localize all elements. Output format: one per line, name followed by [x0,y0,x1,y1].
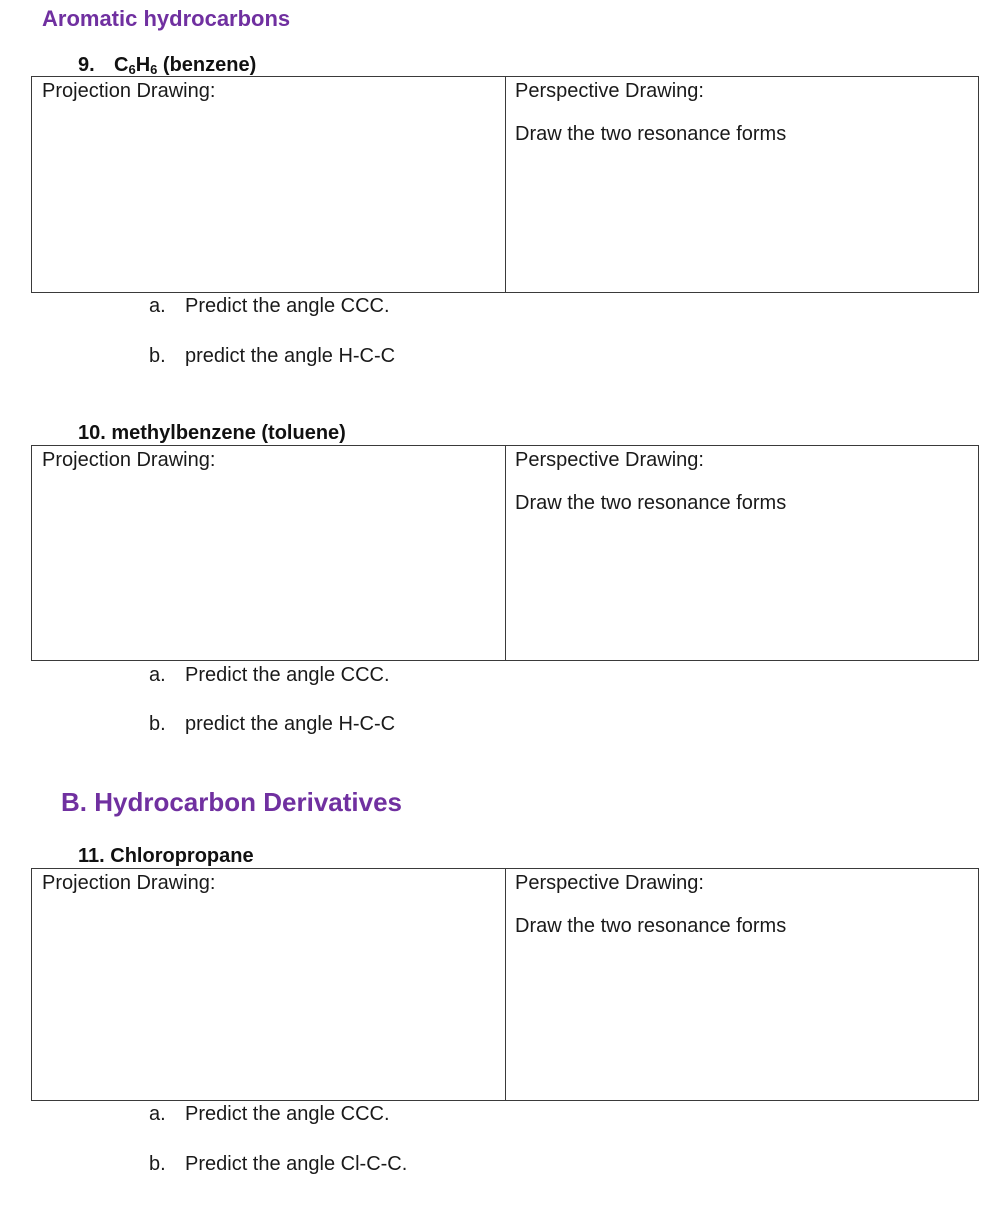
perspective-drawing-area[interactable] [505,869,978,1100]
projection-drawing-area[interactable] [32,446,506,660]
question-11-subquestion-a [149,1102,390,1126]
resonance-instruction: Draw the two resonance forms [515,492,787,514]
subquestion-letter: a. [149,664,166,686]
perspective-drawing-area[interactable] [505,446,978,660]
subquestion-letter: a. [149,1103,166,1125]
question-11-subquestion-b [149,1152,407,1176]
perspective-drawing-label: Perspective Drawing: [515,449,704,471]
resonance-instruction: Draw the two resonance forms [515,123,787,145]
subquestion-letter: b. [149,1153,166,1175]
formula-sub-h: 6 [150,62,158,77]
projection-drawing-area[interactable] [32,77,506,292]
projection-drawing-label: Projection Drawing: [42,449,216,471]
subquestion-text: predict the angle H-C-C [185,345,396,367]
subquestion-letter: a. [149,295,166,317]
question-9-subquestion-a [149,294,390,318]
subquestion-text: Predict the angle CCC. [185,664,390,686]
projection-drawing-area[interactable] [32,869,506,1100]
formula-sub-c: 6 [128,62,136,77]
formula-c: C [114,54,129,76]
question-11-title: 11. Chloropropane [78,845,254,867]
question-10-subquestion-a [149,663,390,687]
projection-drawing-label: Projection Drawing: [42,872,216,894]
projection-drawing-label: Projection Drawing: [42,80,216,102]
question-9-subquestion-b [149,344,395,368]
question-10-subquestion-b [149,712,395,736]
question-11-drawing-table [31,868,979,1101]
question-10-drawing-table [31,445,979,661]
question-10-title: 10. methylbenzene (toluene) [78,422,346,444]
question-9-drawing-table [31,76,979,293]
major-section-title: B. Hydrocarbon Derivatives [61,787,403,817]
subquestion-letter: b. [149,345,166,367]
question-number: 9. [78,54,95,76]
perspective-drawing-label: Perspective Drawing: [515,872,704,894]
subquestion-text: Predict the angle CCC. [185,1103,390,1125]
subquestion-text: Predict the angle Cl-C-C. [185,1153,408,1175]
subquestion-text: predict the angle H-C-C [185,713,396,735]
subquestion-text: Predict the angle CCC. [185,295,390,317]
subquestion-letter: b. [149,713,166,735]
compound-name: (benzene) [157,54,257,76]
formula-h: H [135,54,151,76]
perspective-drawing-label: Perspective Drawing: [515,80,704,102]
section-title: Aromatic hydrocarbons [42,6,291,31]
resonance-instruction: Draw the two resonance forms [515,915,787,937]
question-9-title [78,54,256,76]
perspective-drawing-area[interactable] [505,77,978,292]
